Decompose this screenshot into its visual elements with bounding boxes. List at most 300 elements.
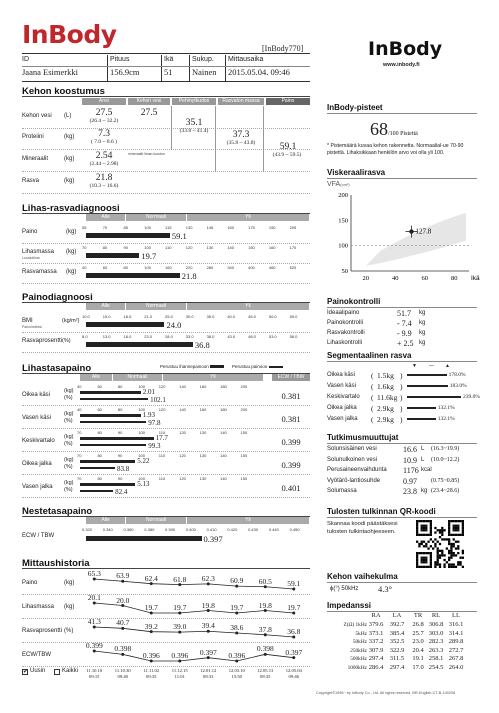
hist-row-label: Lihasmassa xyxy=(22,604,55,610)
scale-tick: 25.0 xyxy=(165,314,173,319)
impedance-table xyxy=(327,612,477,674)
hist-value: 38.6 xyxy=(230,623,244,632)
scale-tick: 0.380 xyxy=(144,527,155,532)
scale-tick: 100 xyxy=(138,384,146,389)
imp-col-header: LA xyxy=(392,612,402,619)
x-tick-label: 80 xyxy=(451,275,458,282)
band-header: Normaali xyxy=(113,374,162,381)
imp-value: 263.3 xyxy=(428,646,444,654)
sf-kg: ( xyxy=(371,415,374,424)
y-tick-label: 100 xyxy=(338,242,348,250)
row-divider xyxy=(22,666,310,667)
scale-tick: 170 xyxy=(289,245,297,250)
scale-tick: 40 xyxy=(77,384,82,389)
imp-value: 254.5 xyxy=(428,663,444,671)
bc-row-label: Kehon vesi xyxy=(22,113,52,119)
sf-label: Vasen käsi xyxy=(327,383,356,389)
scale-tick: 48.0 xyxy=(248,334,256,339)
hist-value: 62.3 xyxy=(201,573,215,583)
wc-value: - 9.9 xyxy=(397,329,412,338)
sl-bar-pct xyxy=(80,444,146,446)
bc-soft-tissue-note: mineraalit ilman luuston xyxy=(128,152,165,156)
scale-tick: 13.0 xyxy=(102,334,111,339)
rs-value: 1176 xyxy=(403,466,419,475)
hist-value: 39.2 xyxy=(144,621,158,631)
sf-pct: 239.0% xyxy=(463,394,480,400)
scale-tick: 460 xyxy=(268,265,276,270)
sl-ecw-value: 0.401 xyxy=(281,483,301,493)
sl-ecw-value: 0.399 xyxy=(281,460,301,470)
sl-row-label: Oikea käsi xyxy=(22,392,51,398)
sf-label: Oikea käsi xyxy=(327,372,356,378)
scale-tick: 10.0 xyxy=(82,314,90,319)
body-composition-table xyxy=(22,98,310,194)
row-divider xyxy=(22,283,310,284)
sl-pct-value: 83.8 xyxy=(116,465,130,473)
x-axis-label: Ikä xyxy=(471,275,480,282)
bc-row-range: (26.4 ~ 32.2) xyxy=(89,118,119,124)
impedance-title: Impedanssi xyxy=(327,601,372,610)
legend-upper: Perustuu ihannepainoon xyxy=(160,364,224,369)
legend-lower: Perustuu painoon xyxy=(232,364,283,369)
visceral-fat-chart xyxy=(327,189,480,289)
sf-bar xyxy=(407,407,436,409)
row-divider xyxy=(22,332,310,333)
header-field-label: Pituus xyxy=(110,56,130,63)
bc-row-divider xyxy=(22,193,310,194)
scale-tick: 100 xyxy=(138,476,146,481)
ecw-label: ECW / TBW xyxy=(22,533,55,539)
segmental-fat-list xyxy=(327,363,480,427)
bc-row-unit: (kg) xyxy=(64,134,75,140)
hist-value: 37.8 xyxy=(258,624,272,634)
row-divider xyxy=(22,352,310,353)
wc-label: Ideaalipaino xyxy=(327,310,360,316)
scale-tick: 120 xyxy=(158,384,166,389)
scale-tick: 120 xyxy=(179,430,186,435)
scale-tick: 160 xyxy=(199,407,207,412)
visceral-point-label: 127.8 xyxy=(415,227,432,236)
bc-soft-tissue-range: (33.8 ~ 41.4) xyxy=(179,128,209,134)
scale-tick: 120 xyxy=(158,407,166,412)
scale-tick: 160 xyxy=(268,245,276,250)
hist-value: 0.398 xyxy=(114,644,132,654)
footer-copyright: Copyright©1996~ by InBody Co., Ltd. All rights reserved. BR-English-CT-B-140208 xyxy=(316,691,456,695)
imp-freq: 50kHz xyxy=(352,639,367,645)
sf-kg-close: ) xyxy=(400,404,403,413)
header-rule xyxy=(22,53,310,54)
sf-kg-value: 2.9kg xyxy=(377,415,394,424)
model-label: [InBody770] xyxy=(262,44,304,53)
scale-tick: 8.0 xyxy=(82,334,88,339)
sl-pct-value: 99.3 xyxy=(148,442,161,450)
scale-tick: 130 xyxy=(199,430,207,435)
row-divider xyxy=(22,474,310,475)
sf-pct: 132.1% xyxy=(437,416,455,422)
mf-row-unit: (kg) xyxy=(66,249,77,255)
scale-tick: 200 xyxy=(240,407,248,412)
scale-tick: 43.0 xyxy=(227,334,236,339)
scale-tick: 40.0 xyxy=(227,314,236,319)
hist-date: 12.05.04 09:46 xyxy=(285,668,302,679)
scale-tick: 140 xyxy=(220,476,227,481)
panel-rule xyxy=(327,361,477,362)
research-title: Tutkimusmuuttujat xyxy=(327,433,399,442)
sl-bar-pct xyxy=(80,490,113,492)
sl-row-unit: (kg) (%) xyxy=(64,434,74,447)
hist-value: 59.1 xyxy=(287,579,301,588)
score-value: 68/100 Pistettä xyxy=(370,119,418,139)
header-field-label: Mittausaika xyxy=(228,56,264,63)
sl-kg-value: 5.13 xyxy=(137,480,150,488)
imp-value: 303.0 xyxy=(428,629,444,637)
all-checkbox[interactable] xyxy=(54,669,60,675)
row-divider xyxy=(22,243,310,244)
panel-rule xyxy=(327,113,477,114)
scale-tick: 70 xyxy=(77,476,82,481)
hist-value: 40.7 xyxy=(116,618,130,628)
scale-tick: 90 xyxy=(117,430,123,435)
sl-ecw-value: 0.381 xyxy=(281,414,301,424)
hist-value: 63.9 xyxy=(116,571,130,581)
band-header: Normaali xyxy=(126,517,185,524)
imp-value: 373.1 xyxy=(368,629,384,637)
panel-rule xyxy=(327,178,477,179)
hist-value: 19.7 xyxy=(230,603,244,612)
research-list xyxy=(327,445,477,497)
imp-value: 316.1 xyxy=(448,621,464,628)
hist-date: 12.05.13 08:35 xyxy=(257,668,274,679)
scale-tick: 70 xyxy=(102,225,108,230)
section-title-body-composition: Kehon koostumus xyxy=(22,86,105,97)
band-header: Alle xyxy=(86,517,125,524)
rs-range: (23.4~28.6) xyxy=(431,488,460,494)
scale-tick: 45.0 xyxy=(248,314,256,319)
scale-tick: 160 xyxy=(199,384,207,389)
mf-row-label: Rasvamassa xyxy=(22,269,57,275)
scale-tick: 60 xyxy=(102,265,108,270)
imp-col-header: RL xyxy=(431,612,441,619)
rs-unit: kcal xyxy=(421,467,432,473)
sl-pct-value: 82.4 xyxy=(115,488,128,496)
sf-bar xyxy=(407,396,461,398)
scale-tick: 110 xyxy=(165,245,172,250)
scale-tick: 340 xyxy=(227,265,235,270)
band-header: Normaali xyxy=(126,214,185,221)
imp-value: 385.4 xyxy=(389,629,405,637)
bc-row-range: (2.44 ~ 2.98) xyxy=(89,161,119,167)
seg-fat-marker-normal: — xyxy=(429,363,434,369)
hist-row-label: Paino xyxy=(22,580,38,586)
phase-title: Kehon vaihekulma xyxy=(327,572,398,581)
obesity-chart xyxy=(22,303,310,353)
sf-kg: ( xyxy=(371,393,374,402)
muscle-fat-chart xyxy=(22,214,310,284)
scale-tick: 150 xyxy=(248,245,255,250)
scale-tick: 100 xyxy=(144,265,151,270)
row-divider xyxy=(22,497,310,498)
bc-bracket xyxy=(216,106,264,172)
panel-rule xyxy=(327,443,477,444)
sf-bar xyxy=(407,374,447,376)
scale-tick: 140 xyxy=(179,384,186,389)
hist-value: 0.396 xyxy=(142,651,160,660)
rs-value: 10.9 xyxy=(403,455,417,465)
row-divider xyxy=(22,405,310,406)
sl-pct-value: 102.1 xyxy=(150,396,166,404)
bc-ffm-range: (35.8 ~ 43.8) xyxy=(226,140,256,146)
bc-col-header: Arvo xyxy=(82,98,126,105)
sl-row-unit: (kg) (%) xyxy=(64,480,74,493)
header-divider xyxy=(225,55,226,81)
sl-bar-kg xyxy=(80,414,141,417)
qr-code-icon[interactable] xyxy=(416,520,464,568)
sl-bar-pct xyxy=(80,467,115,469)
bc-row-label: Rasva xyxy=(22,178,40,184)
sl-bar-kg xyxy=(80,437,154,440)
hist-value: 62.4 xyxy=(144,573,158,583)
x-tick-label: 20 xyxy=(362,275,369,282)
y-tick-label: 200 xyxy=(338,192,348,199)
scale-tick: 80 xyxy=(117,384,123,389)
sl-row-label: Oikea jalka xyxy=(22,461,52,467)
bc-water-total: 27.5 xyxy=(140,108,158,118)
scale-tick: 100 xyxy=(144,225,151,230)
imp-freq: 5kHz xyxy=(355,630,367,637)
band-header: Alle xyxy=(86,214,125,221)
score-note: * Pistemäärä kuvaa kehon rakennetta. Normaalial-ue 70-90 pistettä. Lihaksikkaan henkilön arvo voi olla yli 100. xyxy=(327,143,464,156)
mf-bar-value: 59.1 xyxy=(171,231,187,241)
imp-freq: Z(Ω) 1kHz xyxy=(343,622,367,628)
rs-value: 0.97 xyxy=(403,476,417,486)
mf-row-unit: (kg) xyxy=(66,229,77,235)
hist-date: 12.03.10 15:50 xyxy=(228,668,245,679)
scale-tick: 150 xyxy=(240,430,248,435)
scale-tick: 160 xyxy=(227,225,235,230)
normal-range-area xyxy=(366,213,466,266)
scale-tick: 0.400 xyxy=(185,527,196,532)
scale-tick: 150 xyxy=(240,476,248,481)
sf-pct: 178.0% xyxy=(448,372,466,378)
scale-tick: 0.390 xyxy=(165,527,176,532)
scale-tick: 40 xyxy=(82,265,87,270)
scale-tick: 35.0 xyxy=(206,314,215,319)
sf-kg-close: ) xyxy=(400,382,403,391)
imp-value: 19.1 xyxy=(412,655,424,662)
mf-bar xyxy=(86,273,180,278)
imp-value: 307.9 xyxy=(368,646,384,654)
section-title-segmental-lean: Lihastasapaino xyxy=(22,363,92,374)
scale-tick: 90 xyxy=(117,476,123,481)
hist-row-unit: (kg) xyxy=(64,580,75,586)
imp-value: 311.5 xyxy=(389,655,405,662)
band-header: Yli xyxy=(187,303,309,310)
scale-tick: 200 xyxy=(240,384,248,389)
header-field-label: Sukup. xyxy=(192,56,214,63)
visceral-ylabel: VFA(cm²) xyxy=(327,181,350,188)
hist-value: 65.3 xyxy=(87,569,101,578)
segmental-lean-chart xyxy=(22,374,310,500)
panel-rule xyxy=(327,307,477,308)
scale-tick: 58.0 xyxy=(289,334,298,339)
header-divider xyxy=(161,55,162,81)
rs-range: (0.75~0.85) xyxy=(431,477,460,484)
bc-col-header: Kehon vesi xyxy=(128,98,170,105)
website: www.inbody.fi xyxy=(383,62,420,68)
scale-tick: 0.360 xyxy=(123,527,134,532)
ob-bar xyxy=(86,342,193,347)
wc-label: Rasvakontrolli xyxy=(327,330,365,336)
hist-value: 39.4 xyxy=(201,621,215,631)
sl-ecw-value: 0.399 xyxy=(281,437,301,447)
phase-value: 4.3° xyxy=(378,584,393,594)
qr-title: Tulosten tulkinnan QR-koodi xyxy=(327,507,436,516)
bc-soft-tissue: 35.1 xyxy=(185,118,203,128)
segmental-fat-title: Segmentaalinen rasva xyxy=(327,351,412,360)
sl-row-unit: (kg) (%) xyxy=(64,457,74,470)
mf-row-label: Paino xyxy=(22,229,38,235)
recent-label: Uusin xyxy=(30,668,46,674)
sl-kg-value: 17.7 xyxy=(155,434,168,442)
bc-row-value: 7.3 xyxy=(98,129,110,139)
bc-row-unit: (L) xyxy=(64,113,72,119)
sf-kg-value: 1.6kg xyxy=(377,382,394,391)
ob-row-label: BMI xyxy=(22,318,33,324)
hist-value: 36.8 xyxy=(287,627,301,636)
scale-tick: 220 xyxy=(185,265,193,270)
bc-row-divider xyxy=(22,171,310,172)
rs-unit: L xyxy=(421,456,425,463)
imp-value: 379.6 xyxy=(368,621,384,628)
bc-col-header: Rasvaton massa xyxy=(218,98,264,105)
scale-tick: 18.0 xyxy=(123,334,132,339)
imp-value: 289.8 xyxy=(448,638,464,645)
ecw-chart xyxy=(22,517,310,551)
imp-value: 322.9 xyxy=(389,646,405,654)
wc-value: + 2.5 xyxy=(397,339,414,348)
hist-date: 11.10.30 09:40 xyxy=(114,668,131,679)
scale-tick: 30.0 xyxy=(185,314,194,319)
rs-label: Perusaineenvaihdunta xyxy=(327,467,387,473)
bc-row-value: 21.8 xyxy=(95,173,113,183)
scale-tick: 80 xyxy=(123,265,128,270)
ob-row-unit: (%) xyxy=(62,338,71,344)
rs-range: (10.0~12.2) xyxy=(431,456,460,463)
bc-row-value: 2.54 xyxy=(95,151,113,161)
bc-weight-range: (43.9 ~ 59.5) xyxy=(272,152,302,158)
imp-value: 267.8 xyxy=(448,655,464,662)
rs-label: Solunsisäinen vesi xyxy=(327,446,377,452)
hist-value: 0.399 xyxy=(85,641,103,650)
header-fields xyxy=(22,55,310,81)
hist-row-unit: (kg) xyxy=(64,604,75,610)
ob-row-sublabel: Painoindeksi xyxy=(22,325,42,329)
bc-bracket xyxy=(170,106,216,172)
sf-kg-close: ) xyxy=(400,415,403,424)
header-field-value: Nainen xyxy=(192,67,217,77)
recent-checkbox[interactable]: ✔ xyxy=(23,669,29,675)
mf-row-unit: (kg) xyxy=(66,269,77,275)
scale-tick: 0.440 xyxy=(268,527,279,532)
imp-value: 392.7 xyxy=(389,621,405,628)
imp-col-header: LL xyxy=(452,612,460,619)
sl-row-label: Keskivartalo xyxy=(22,438,55,444)
scale-tick: 40 xyxy=(77,407,82,412)
imp-value: 258.1 xyxy=(428,655,444,662)
scale-tick: 55.0 xyxy=(289,314,298,319)
scale-tick: 80 xyxy=(102,245,108,250)
scale-tick: 60 xyxy=(97,384,102,389)
wc-unit: kg xyxy=(419,310,426,316)
header-field-value: 156.9cm xyxy=(110,67,140,77)
row-divider xyxy=(22,451,310,452)
scale-tick: 23.0 xyxy=(144,334,153,339)
imp-value: 337.2 xyxy=(368,638,384,645)
bc-bracket xyxy=(126,106,172,150)
band-header: Normaali xyxy=(126,303,185,310)
imp-col-header: TR xyxy=(413,612,423,619)
bc-row-value: 27.5 xyxy=(95,108,113,118)
sl-bar-kg xyxy=(80,391,141,394)
sf-label: Vasen jalka xyxy=(327,416,358,422)
scale-tick: 130 xyxy=(206,245,214,250)
imp-freq: 250kHz xyxy=(350,647,367,654)
sf-kg: ( xyxy=(371,371,374,380)
visceral-title: Viskeraalirasva xyxy=(327,168,386,177)
scale-tick: 100 xyxy=(138,407,146,412)
sf-bar xyxy=(407,418,436,420)
scale-tick: 33.0 xyxy=(185,334,194,339)
section-title-obesity: Painodiagnoosi xyxy=(22,292,93,303)
scale-tick: 115 xyxy=(165,225,172,230)
scale-tick: 110 xyxy=(158,476,166,481)
section-title-history: Mittaushistoria xyxy=(22,558,90,569)
inbody-logo: InBody xyxy=(22,20,117,49)
mf-bar-value: 21.8 xyxy=(181,271,197,281)
ob-row-unit: (kg/m²) xyxy=(62,318,80,324)
rs-value: 16.6 xyxy=(403,445,417,454)
sl-bar-pct xyxy=(80,421,146,423)
imp-value: 297.4 xyxy=(368,655,384,662)
band-header: Yli xyxy=(163,374,263,381)
band-header: Alle xyxy=(80,374,112,381)
hist-value: 39.0 xyxy=(173,622,187,632)
scale-tick: 120 xyxy=(179,453,186,458)
mf-row-label: Lihasmassa xyxy=(22,249,55,255)
bc-row-unit: (kg) xyxy=(64,178,75,184)
row-divider xyxy=(22,428,310,429)
scale-tick: 520 xyxy=(289,265,297,270)
hist-value: 0.397 xyxy=(285,647,303,657)
scale-tick: 0.430 xyxy=(248,527,259,532)
hist-value: 60.5 xyxy=(258,576,272,586)
scale-tick: 100 xyxy=(138,453,146,458)
ob-bar-value: 36.8 xyxy=(194,340,210,350)
sf-pct: 132.1% xyxy=(437,405,455,411)
header-field-label: Ikä xyxy=(164,56,174,63)
rs-label: Solunulkoinen vesi xyxy=(327,456,378,463)
sl-ecw-value: 0.381 xyxy=(281,391,301,401)
scale-tick: 190 xyxy=(268,225,276,230)
bc-row-unit: (kg) xyxy=(64,156,75,162)
imp-value: 272.7 xyxy=(448,646,464,654)
mf-row-sublabel: Luustolihas xyxy=(22,256,40,260)
scale-tick: 400 xyxy=(248,265,255,270)
sf-bar xyxy=(407,385,448,387)
scale-tick: 180 xyxy=(220,384,227,389)
scale-tick: 120 xyxy=(179,476,186,481)
header-mid-rule xyxy=(22,66,310,67)
